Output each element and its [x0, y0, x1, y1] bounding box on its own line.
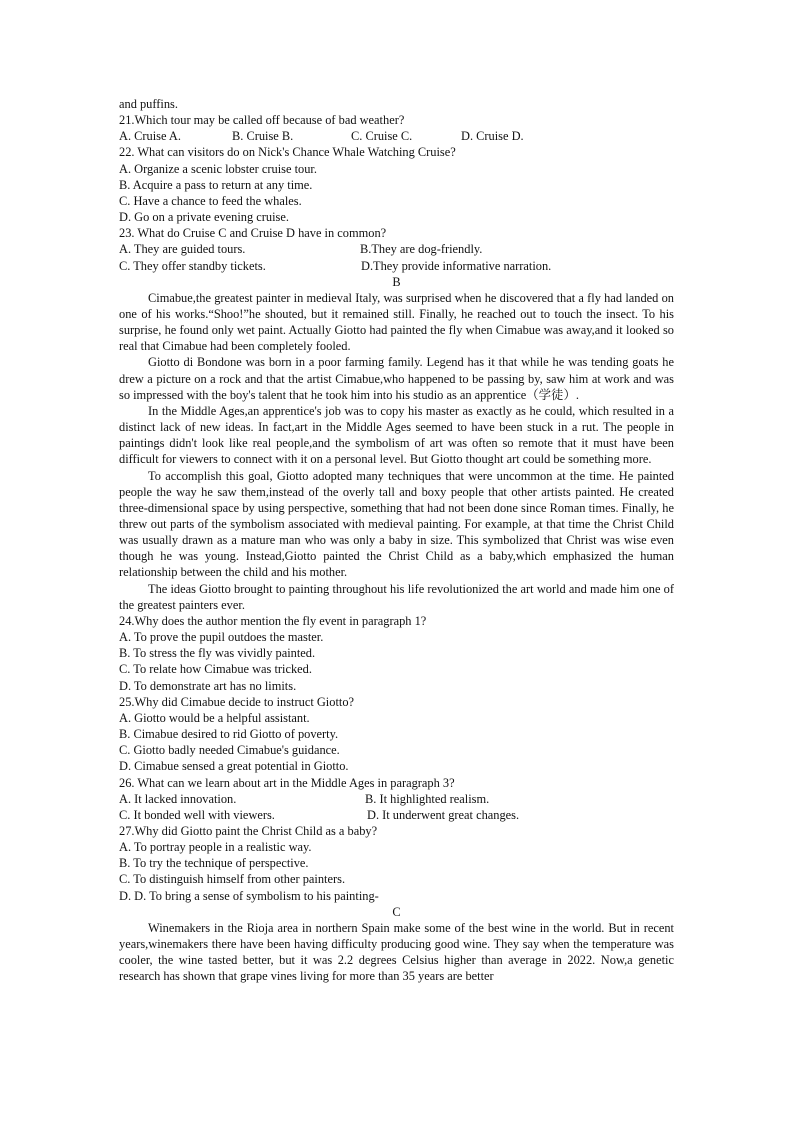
passage-b-paragraph-4: To accomplish this goal, Giotto adopted many techniques that were uncommon at the time. He painted people the way he saw them,instead of the overly tall and boxy people that other artists painted. He created three-dimensional space by using perspective, something that had not been done since Roman times. Finally, he threw out parts of the symbolism associated with medieval painting. For example, at that time the Christ Child was usually drawn as a mature man who was only a baby in size. This symbolized that Christ was wise even though he was young. Instead,Giotto painted the Christ Child as a baby,which emphasized the human relationship between the child and his mother.: [119, 468, 674, 580]
question-23-options-row1: [119, 241, 674, 257]
q21-option-b: B. Cruise B.: [232, 129, 294, 144]
q24-option-c: C. To relate how Cimabue was tricked.: [119, 662, 312, 677]
question-23-options-row2: [119, 258, 674, 274]
q22-option-c: C. Have a chance to feed the whales.: [119, 193, 302, 208]
q26-option-a: A. It lacked innovation.: [119, 791, 237, 806]
q22-option-a: A. Organize a scenic lobster cruise tour.: [119, 161, 317, 176]
q26-option-b: B. It highlighted realism.: [365, 791, 490, 806]
question-25-stem: 25.Why did Cimabue decide to instruct Giotto?: [119, 694, 355, 709]
q22-option-d: D. Go on a private evening cruise.: [119, 210, 289, 225]
question-23-stem: 23. What do Cruise C and Cruise D have in common?: [119, 226, 387, 241]
q25-option-d: D. Cimabue sensed a great potential in Giotto.: [119, 759, 349, 774]
question-26-options-row1: [119, 791, 674, 807]
question-26-stem: 26. What can we learn about art in the Middle Ages in paragraph 3?: [119, 775, 455, 790]
passage-b-paragraph-1: Cimabue,the greatest painter in medieval Italy, was surprised when he discovered that a fly had landed on one of his works.“Shoo!”he shouted, but it remained still. Finally, he reached out to touch the insect. To his surprise, he found only wet paint. Actually Giotto had painted the fly when Cimabue was away,and it looked so real that Cimabue had been completely fooled.: [119, 290, 674, 354]
q27-option-a: A. To portray people in a realistic way.: [119, 840, 312, 855]
q23-option-d: D.They provide informative narration.: [361, 258, 552, 273]
q25-option-b: B. Cimabue desired to rid Giotto of poverty.: [119, 727, 339, 742]
question-21-options: [119, 128, 674, 144]
passage-b-paragraph-3: In the Middle Ages,an apprentice's job was to copy his master as exactly as he could, which resulted in a distinct lack of new ideas. In fact,art in the Middle Ages seemed to have been stuck in a rut. The people in paintings didn't look like real people,and the symbolism of art was often so remote that it must have been difficult for viewers to connect with it on a personal level. But Giotto thought art could be something more.: [119, 403, 674, 467]
q23-option-b: B.They are dog-friendly.: [360, 242, 483, 257]
question-22-stem: 22. What can visitors do on Nick's Chance Whale Watching Cruise?: [119, 145, 456, 160]
top-fragment: and puffins.: [119, 97, 178, 111]
q26-option-d: D. It underwent great changes.: [367, 807, 520, 822]
passage-b-paragraph-2: Giotto di Bondone was born in a poor farming family. Legend has it that while he was tending goats he drew a picture on a rock and that the artist Cimabue,who happened to be passing by, saw him at work and was so impressed with the boy's talent that he took him into his studio as an apprentice（学徒）.: [119, 355, 674, 402]
q27-option-d: D. D. To bring a sense of symbolism to his painting-: [119, 888, 379, 903]
exam-page: [119, 96, 674, 985]
question-21-stem: 21.Which tour may be called off because of bad weather?: [119, 113, 405, 128]
q27-option-b: B. To try the technique of perspective.: [119, 856, 309, 871]
q23-option-c: C. They offer standby tickets.: [119, 258, 266, 273]
q24-option-b: B. To stress the fly was vividly painted.: [119, 646, 316, 661]
passage-b-paragraph-5: The ideas Giotto brought to painting throughout his life revolutionized the art world and made him one of the greatest painters ever.: [119, 581, 674, 612]
q25-option-c: C. Giotto badly needed Cimabue's guidance.: [119, 743, 340, 758]
q21-option-a: A. Cruise A.: [119, 129, 181, 144]
section-b-label: B: [392, 274, 401, 289]
question-27-stem: 27.Why did Giotto paint the Christ Child as a baby?: [119, 823, 378, 838]
q25-option-a: A. Giotto would be a helpful assistant.: [119, 710, 310, 725]
question-24-stem: 24.Why does the author mention the fly event in paragraph 1?: [119, 613, 427, 628]
question-26-options-row2: [119, 807, 674, 823]
q26-option-c: C. It bonded well with viewers.: [119, 807, 275, 822]
q27-option-c: C. To distinguish himself from other painters.: [119, 872, 346, 887]
q22-option-b: B. Acquire a pass to return at any time.: [119, 177, 313, 192]
q24-option-d: D. To demonstrate art has no limits.: [119, 678, 297, 693]
q24-option-a: A. To prove the pupil outdoes the master.: [119, 630, 324, 645]
q21-option-d: D. Cruise D.: [461, 129, 524, 144]
q23-option-a: A. They are guided tours.: [119, 242, 246, 257]
q21-option-c: C. Cruise C.: [351, 129, 413, 144]
section-c-label: C: [392, 904, 401, 919]
passage-c-paragraph-1: Winemakers in the Rioja area in northern Spain make some of the best wine in the world. But in recent years,winemakers there have been having difficulty producing good wine. They say when the temperature was cooler, the wine tasted better, but it was 2.2 degrees Celsius higher than average in 2022. Now,a genetic research has shown that grape vines living for more than 35 years are better: [119, 920, 674, 984]
